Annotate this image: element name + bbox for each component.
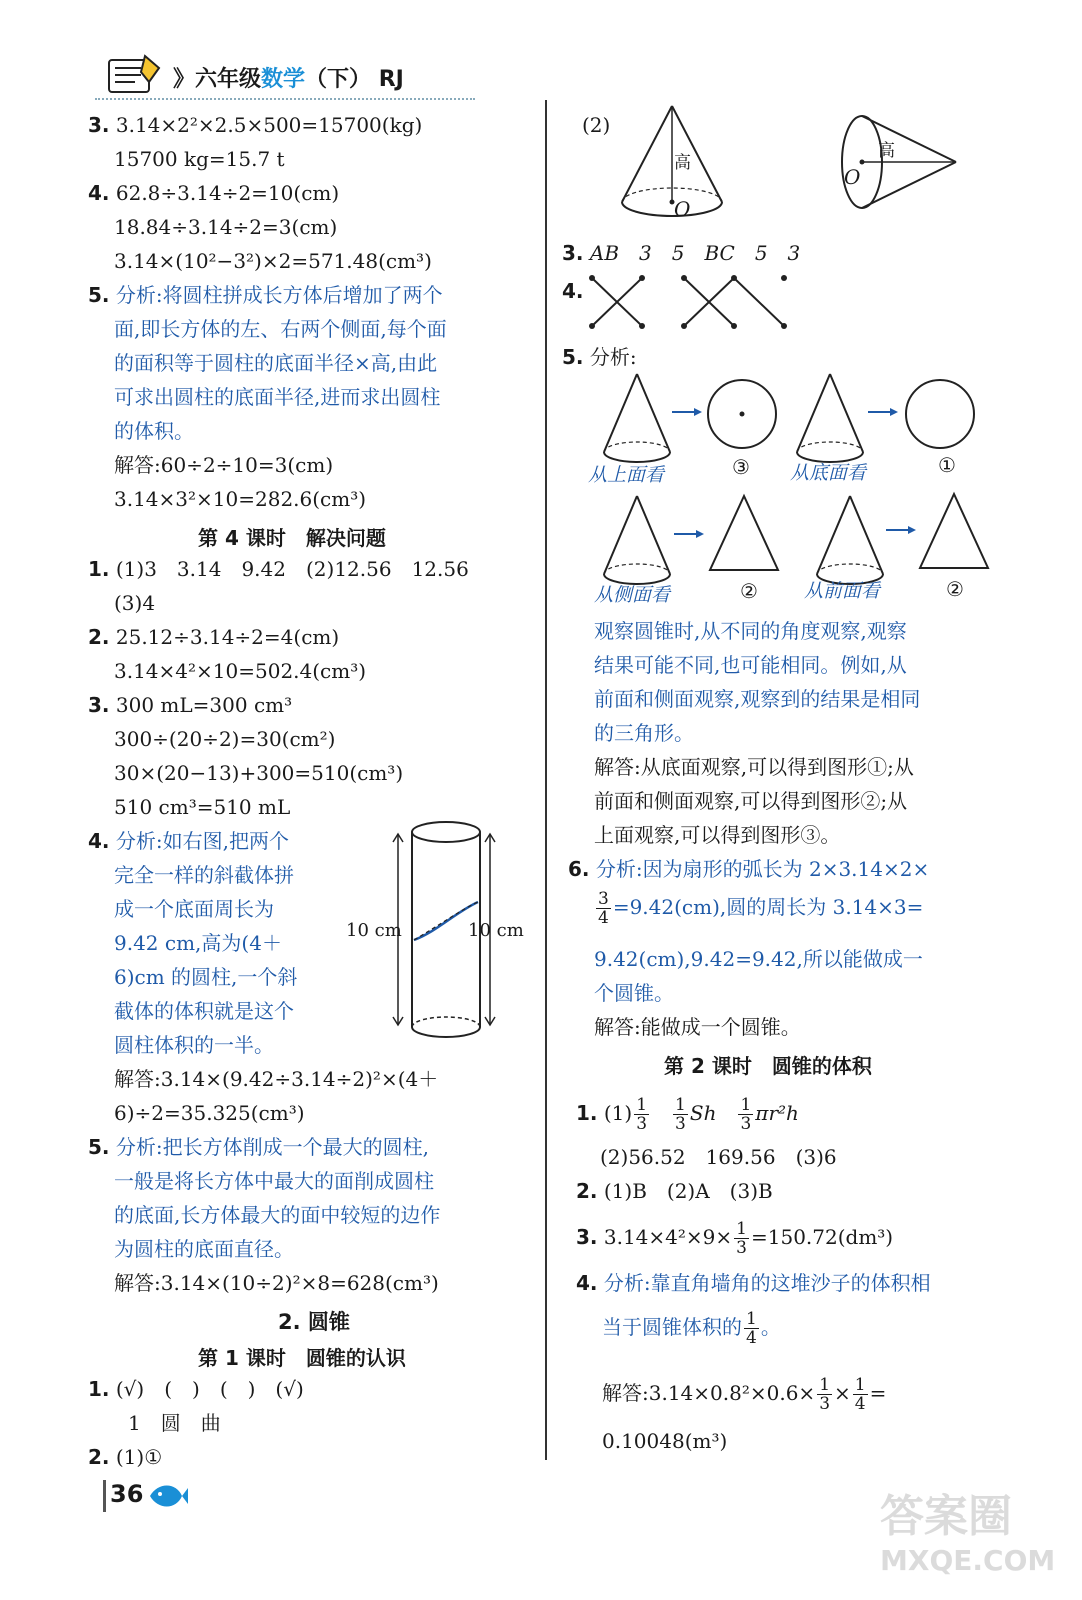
- c1q5-solution-1: 解答:从底面观察,可以得到图形①;从: [594, 755, 914, 779]
- l4q4-analysis-7: 圆柱体积的一半。: [114, 1033, 274, 1057]
- l4q5-analysis-1: 5. 分析:把长方体削成一个最大的圆柱,: [88, 1135, 429, 1159]
- view-front-caption: 从前面看: [804, 580, 881, 602]
- l4q4-solution-1: 解答:3.14×(9.42÷3.14÷2)²×(4＋: [114, 1067, 439, 1091]
- view-bottom-caption: 从底面看: [790, 462, 867, 484]
- view-top-caption: 从上面看: [588, 464, 665, 486]
- page-header: [95, 52, 475, 102]
- q3-line1: 3. 3.14×2²×2.5×500=15700(kg): [88, 113, 423, 137]
- l4q2-line1: 2. 25.12÷3.14÷2=4(cm): [88, 625, 340, 649]
- c2q4-solution-2: 0.10048(m³): [602, 1429, 728, 1453]
- c1q5-head: 5. 分析:: [562, 345, 637, 369]
- lesson2-heading: 第 2 课时 圆锥的体积: [664, 1054, 872, 1078]
- l4q3-line3: 30×(20−13)+300=510(cm³): [114, 761, 404, 785]
- cone2-center-label: O: [844, 165, 861, 189]
- column-divider: [545, 100, 547, 1460]
- c1q5-analysis-1: 观察圆锥时,从不同的角度观察,观察: [594, 619, 907, 643]
- header-rule: [95, 98, 475, 100]
- cone2-height-label: 高: [878, 141, 895, 161]
- c1q4-num: 4.: [562, 279, 584, 303]
- page-number: 36: [110, 1480, 144, 1508]
- edition-label: RJ: [378, 67, 404, 92]
- l4q2-line2: 3.14×4²×10=502.4(cm³): [114, 659, 367, 683]
- l4q4-analysis-6: 截体的体积就是这个: [114, 999, 294, 1023]
- c1q5-analysis-2: 结果可能不同,也可能相同。例如,从: [594, 653, 907, 677]
- view-bottom-mark: ①: [938, 453, 956, 477]
- q5-analysis-5: 的体积。: [114, 419, 194, 443]
- view-top-mark: ③: [732, 455, 750, 479]
- l4q4-analysis-5: 6)cm 的圆柱,一个斜: [114, 965, 298, 989]
- watermark: 答案圈 MXQE.COM: [880, 1491, 1056, 1577]
- l4q3-line4: 510 cm³=510 mL: [114, 795, 291, 819]
- c2q4-solution-1: 解答:3.14×0.8²×0.6× $\frac{1}{3}$ × $\frac{1}{4}$ =: [602, 1375, 887, 1414]
- q2b-label: (2): [582, 113, 611, 137]
- view-side-caption: 从侧面看: [594, 584, 671, 606]
- fish-icon: [148, 1480, 188, 1512]
- cone-views-figure: [602, 374, 992, 604]
- l4q5-solution-1: 解答:3.14×(10÷2)²×8=628(cm³): [114, 1271, 439, 1295]
- c1q6-solution-1: 解答:能做成一个圆锥。: [594, 1015, 801, 1039]
- l4q3-line2: 300÷(20÷2)=30(cm²): [114, 727, 336, 751]
- c1q1-line2: 1 圆 曲: [128, 1411, 221, 1435]
- grade-label: 》六年级: [173, 67, 262, 92]
- cone1-center-label: O: [674, 197, 691, 221]
- lesson4-heading: 第 4 课时 解决问题: [198, 526, 386, 550]
- c1q6-analysis-2: $\frac{3}{4}$ =9.42(cm),圆的周长为 3.14×3=: [598, 889, 924, 928]
- l4q5-analysis-4: 为圆柱的底面直径。: [114, 1237, 294, 1261]
- c1q2-line1: 2. (1)①: [88, 1445, 163, 1469]
- c2q4-analysis-2: 当于圆锥体积的 $\frac{1}{4}$ 。: [602, 1309, 781, 1348]
- c1q5-analysis-3: 前面和侧面观察,观察到的结果是相同: [594, 687, 921, 711]
- q3-line2: 15700 kg=15.7 t: [114, 147, 285, 171]
- l4q4-analysis-3: 成一个底面周长为: [114, 897, 274, 921]
- term-label: （下）: [305, 67, 372, 92]
- c1q6-analysis-4: 个圆锥。: [594, 981, 674, 1005]
- q5-solution-2: 3.14×3²×10=282.6(cm³): [114, 487, 367, 511]
- c1q5-solution-3: 上面观察,可以得到图形③。: [594, 823, 841, 847]
- c1q1-line1: 1. (√) ( ) ( ) (√): [88, 1377, 304, 1401]
- c1q5-analysis-4: 的三角形。: [594, 721, 694, 745]
- c2q4-analysis-1: 4. 分析:靠直角墙角的这堆沙子的体积相: [576, 1271, 931, 1295]
- l4q4-analysis-2: 完全一样的斜截体拼: [114, 863, 294, 887]
- matching-lines-figure: [586, 272, 796, 332]
- l4q4-analysis-4: 9.42 cm,高为(4＋: [114, 931, 282, 955]
- l4q1-line2: (3)4: [114, 591, 156, 615]
- c1q3-line: 3. AB 3 5 BC 5 3: [562, 241, 801, 265]
- c1q5-solution-2: 前面和侧面观察,可以得到图形②;从: [594, 789, 908, 813]
- page-number-bar: [103, 1480, 106, 1512]
- q5-analysis-4: 可求出圆柱的底面半径,进而求出圆柱: [114, 385, 441, 409]
- c2q3-line1: 3. 3.14×4²×9× $\frac{1}{3}$ =150.72(dm³): [576, 1219, 894, 1258]
- q4-line2: 18.84÷3.14÷2=3(cm): [114, 215, 338, 239]
- l4q5-analysis-2: 一般是将长方体中最大的面削成圆柱: [114, 1169, 434, 1193]
- q5-analysis-3: 的面积等于圆柱的底面半径×高,由此: [114, 351, 438, 375]
- c2q1-line2: (2)56.52 169.56 (3)6: [600, 1145, 837, 1169]
- q5-solution-1: 解答:60÷2÷10=3(cm): [114, 453, 334, 477]
- section-2-heading: 2. 圆锥: [278, 1310, 350, 1334]
- subject-label: 数学: [261, 67, 306, 92]
- view-side-mark: ②: [740, 579, 758, 603]
- q5-analysis-1: 5. 分析:将圆柱拼成长方体后增加了两个: [88, 283, 443, 307]
- q5-analysis-2: 面,即长方体的左、右两个侧面,每个面: [114, 317, 447, 341]
- l4q4-solution-2: 6)÷2=35.325(cm³): [114, 1101, 305, 1125]
- book-pencil-icon: [105, 52, 163, 98]
- lesson1-heading: 第 1 课时 圆锥的认识: [198, 1346, 406, 1370]
- c2q2-line1: 2. (1)B (2)A (3)B: [576, 1179, 773, 1203]
- fig-left-height: 10 cm: [346, 920, 402, 941]
- l4q4-analysis-1: 4. 分析:如右图,把两个: [88, 829, 289, 853]
- view-front-mark: ②: [946, 577, 964, 601]
- c1q6-analysis-3: 9.42(cm),9.42=9.42,所以能做成一: [594, 947, 923, 971]
- fig-right-height: 10 cm: [468, 920, 524, 941]
- c2q1-line1: 1. (1) $\frac{1}{3}$ $\frac{1}{3}$ Sh $\frac{1}{3}$ πr²h: [576, 1095, 799, 1134]
- q4-line3: 3.14×(10²−3²)×2=571.48(cm³): [114, 249, 432, 273]
- c1q6-analysis-1: 6. 分析:因为扇形的弧长为 2×3.14×2×: [568, 857, 930, 881]
- l4q5-analysis-3: 的底面,长方体最大的面中较短的边作: [114, 1203, 441, 1227]
- q4-line1: 4. 62.8÷3.14÷2=10(cm): [88, 181, 340, 205]
- book-title: [173, 62, 404, 93]
- cone1-height-label: 高: [674, 153, 691, 173]
- cone-upright-figure: [612, 104, 732, 224]
- l4q3-line1: 3. 300 mL=300 cm³: [88, 693, 293, 717]
- cone-sideways-figure: [832, 112, 962, 212]
- l4q1-line1: 1. (1)3 3.14 9.42 (2)12.56 12.56: [88, 557, 469, 581]
